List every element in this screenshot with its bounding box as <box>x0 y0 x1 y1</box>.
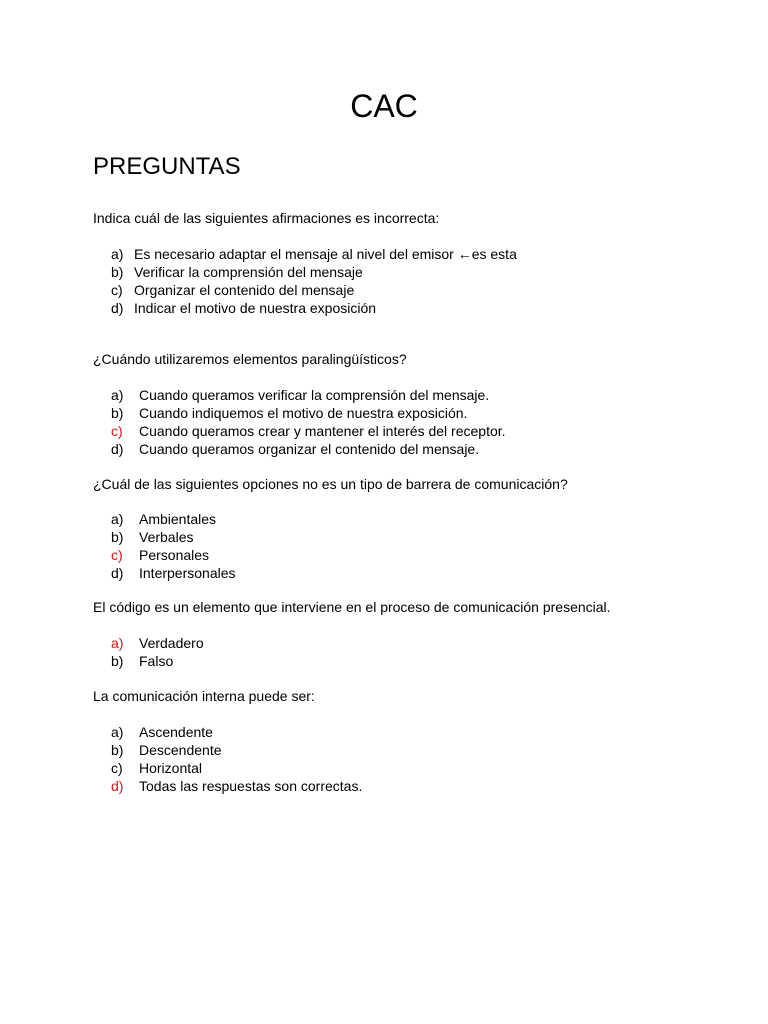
option-letter-marked: c) <box>111 423 123 439</box>
option-text: Todas las respuestas son correctas. <box>139 778 363 794</box>
question-1-prompt: Indica cuál de las siguientes afirmaciones es incorrecta: <box>93 210 440 226</box>
option-text: Personales <box>139 547 210 563</box>
option-letter: b) <box>111 653 124 669</box>
list-item <box>111 634 204 652</box>
option-text: Falso <box>139 653 174 669</box>
option-letter: a) <box>111 511 124 527</box>
list-item <box>111 528 236 546</box>
option-letter-marked: d) <box>111 778 124 794</box>
option-letter: d) <box>111 300 124 316</box>
option-text: Es necesario adaptar el mensaje al nivel del emisor ←es esta <box>134 246 517 262</box>
question-2-prompt: ¿Cuándo utilizaremos elementos paralingüísticos? <box>93 351 407 367</box>
option-letter-marked: c) <box>111 547 123 563</box>
option-letter: a) <box>111 246 124 262</box>
option-letter: b) <box>111 264 124 280</box>
option-text: Verbales <box>139 529 194 545</box>
option-letter: a) <box>111 724 124 740</box>
list-item <box>111 281 517 299</box>
option-letter: c) <box>111 760 123 776</box>
option-text: Cuando indiquemos el motivo de nuestra exposición. <box>139 405 468 421</box>
list-item <box>111 299 517 317</box>
list-item <box>111 245 517 263</box>
list-item <box>111 404 506 422</box>
option-letter: c) <box>111 282 123 298</box>
list-item <box>111 723 362 741</box>
option-text: Interpersonales <box>139 565 236 581</box>
question-2-options <box>111 386 506 458</box>
list-item <box>111 759 362 777</box>
list-item <box>111 263 517 281</box>
option-letter: b) <box>111 529 124 545</box>
option-text: Cuando queramos verificar la comprensión del mensaje. <box>139 387 490 403</box>
option-text: Cuando queramos crear y mantener el interés del receptor. <box>139 423 506 439</box>
list-item <box>111 546 236 564</box>
option-letter: b) <box>111 405 124 421</box>
list-item <box>111 422 506 440</box>
option-text: Horizontal <box>139 760 203 776</box>
option-text: Ascendente <box>139 724 213 740</box>
list-item <box>111 564 236 582</box>
list-item <box>111 652 204 670</box>
option-text: Descendente <box>139 742 222 758</box>
list-item <box>111 510 236 528</box>
question-4-options <box>111 634 204 670</box>
option-letter: d) <box>111 565 124 581</box>
question-5-prompt: La comunicación interna puede ser: <box>93 688 315 704</box>
option-letter: b) <box>111 742 124 758</box>
list-item <box>111 741 362 759</box>
option-letter: a) <box>111 387 124 403</box>
option-letter-marked: a) <box>111 635 124 651</box>
option-text: Indicar el motivo de nuestra exposición <box>134 300 377 316</box>
question-4-prompt: El código es un elemento que interviene en el proceso de comunicación presencial. <box>93 599 611 615</box>
page-title: CAC <box>350 88 418 124</box>
question-5-options <box>111 723 362 795</box>
question-1-options <box>111 245 517 317</box>
option-text: Verdadero <box>139 635 204 651</box>
option-letter: d) <box>111 441 124 457</box>
option-text: Verificar la comprensión del mensaje <box>134 264 363 280</box>
list-item <box>111 440 506 458</box>
list-item <box>111 777 362 795</box>
question-3-prompt: ¿Cuál de las siguientes opciones no es un tipo de barrera de comunicación? <box>93 476 568 492</box>
section-heading: PREGUNTAS <box>93 153 241 180</box>
question-3-options <box>111 510 236 582</box>
option-text: Organizar el contenido del mensaje <box>134 282 355 298</box>
list-item <box>111 386 506 404</box>
option-text: Cuando queramos organizar el contenido del mensaje. <box>139 441 480 457</box>
option-text: Ambientales <box>139 511 217 527</box>
